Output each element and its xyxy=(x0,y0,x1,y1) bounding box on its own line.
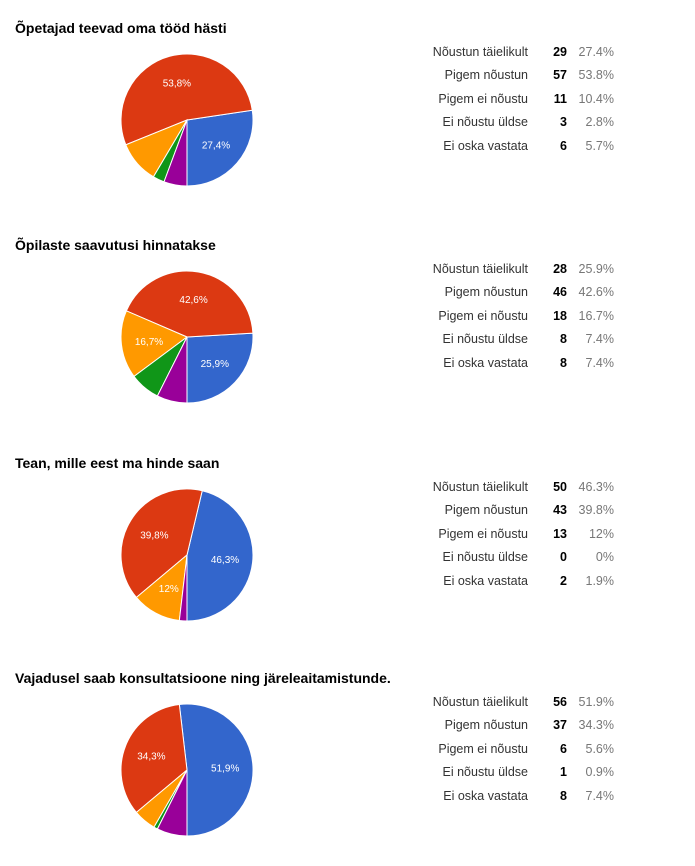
answer-count: 1 xyxy=(560,765,567,780)
slice-label: 46,3% xyxy=(210,554,240,566)
answer-count: 29 xyxy=(553,45,567,59)
slice-label: 53,8% xyxy=(162,78,192,90)
answer-count: 46 xyxy=(553,285,567,300)
answer-count: 56 xyxy=(553,695,567,709)
answer-count: 13 xyxy=(553,526,567,541)
legend-row xyxy=(390,789,630,812)
answer-label: Nõustun täielikult xyxy=(432,480,528,494)
answer-label: Pigem nõustun xyxy=(444,503,528,518)
legend-table xyxy=(390,695,630,812)
question-block xyxy=(0,217,695,433)
legend-row xyxy=(390,742,630,765)
pie-chart xyxy=(0,0,300,216)
answer-percent: 0% xyxy=(595,550,614,565)
slice-label: 39,8% xyxy=(140,530,169,542)
slice-label: 27,4% xyxy=(201,140,231,152)
answer-label: Pigem nõustun xyxy=(444,68,528,83)
legend-row xyxy=(390,527,630,550)
answer-label: Pigem ei nõustu xyxy=(438,308,528,323)
answer-count: 18 xyxy=(553,308,567,323)
answer-label: Ei nõustu üldse xyxy=(442,115,528,130)
legend-row xyxy=(390,68,630,91)
answer-percent: 7.4% xyxy=(585,355,614,370)
question-block xyxy=(0,0,695,216)
answer-percent: 12% xyxy=(588,526,614,541)
answer-count: 11 xyxy=(553,91,567,106)
answer-percent: 5.7% xyxy=(585,138,614,153)
slice-label: 16,7% xyxy=(134,336,164,348)
answer-percent: 27.4% xyxy=(578,45,614,59)
slice-label: 25,9% xyxy=(200,358,229,370)
slice-label: 51,9% xyxy=(211,763,240,775)
answer-percent: 10.4% xyxy=(578,91,614,106)
answer-count: 6 xyxy=(560,741,567,756)
answer-label: Pigem nõustun xyxy=(444,718,528,733)
legend-row xyxy=(390,574,630,597)
answer-label: Pigem ei nõustu xyxy=(438,526,528,541)
slice-label: 42,6% xyxy=(179,294,208,306)
legend-row xyxy=(390,262,630,285)
legend-row xyxy=(390,139,630,162)
answer-label: Pigem ei nõustu xyxy=(438,741,528,756)
legend-table xyxy=(390,480,630,597)
pie-chart xyxy=(0,217,300,433)
answer-count: 8 xyxy=(560,355,567,370)
answer-label: Ei nõustu üldse xyxy=(442,332,528,347)
answer-label: Nõustun täielikult xyxy=(432,45,528,59)
answer-count: 8 xyxy=(560,332,567,347)
answer-percent: 53.8% xyxy=(578,68,614,83)
legend-row xyxy=(390,765,630,788)
answer-percent: 51.9% xyxy=(578,695,614,709)
question-block xyxy=(0,650,695,866)
legend-row xyxy=(390,503,630,526)
legend-row xyxy=(390,356,630,379)
question-block xyxy=(0,435,695,651)
answer-percent: 5.6% xyxy=(585,741,614,756)
answer-count: 8 xyxy=(560,788,567,803)
answer-percent: 25.9% xyxy=(578,262,614,276)
legend-table xyxy=(390,45,630,162)
answer-percent: 34.3% xyxy=(578,718,614,733)
legend-row xyxy=(390,285,630,308)
answer-percent: 2.8% xyxy=(585,115,614,130)
answer-label: Pigem ei nõustu xyxy=(438,91,528,106)
answer-count: 50 xyxy=(553,480,567,494)
legend-row xyxy=(390,115,630,138)
answer-label: Ei oska vastata xyxy=(443,788,528,803)
answer-label: Nõustun täielikult xyxy=(432,262,528,276)
slice-label: 12% xyxy=(158,584,179,596)
answer-label: Ei nõustu üldse xyxy=(442,550,528,565)
answer-percent: 42.6% xyxy=(578,285,614,300)
legend-row xyxy=(390,45,630,68)
answer-count: 3 xyxy=(560,115,567,130)
answer-count: 43 xyxy=(553,503,567,518)
answer-percent: 7.4% xyxy=(585,788,614,803)
answer-label: Pigem nõustun xyxy=(444,285,528,300)
legend-row xyxy=(390,480,630,503)
legend-row xyxy=(390,550,630,573)
pie-chart xyxy=(0,435,300,651)
answer-count: 57 xyxy=(553,68,567,83)
answer-label: Nõustun täielikult xyxy=(432,695,528,709)
answer-count: 2 xyxy=(560,573,567,588)
answer-count: 28 xyxy=(553,262,567,276)
legend-row xyxy=(390,695,630,718)
slice-label: 34,3% xyxy=(137,751,166,763)
legend-row xyxy=(390,92,630,115)
question-title: Õpilaste saavutusi hinnatakse xyxy=(15,237,216,253)
answer-label: Ei oska vastata xyxy=(443,355,528,370)
answer-count: 37 xyxy=(553,718,567,733)
answer-label: Ei nõustu üldse xyxy=(442,765,528,780)
pie-chart xyxy=(0,650,300,866)
answer-percent: 1.9% xyxy=(585,573,614,588)
answer-percent: 39.8% xyxy=(578,503,614,518)
answer-label: Ei oska vastata xyxy=(443,138,528,153)
legend-table xyxy=(390,262,630,379)
answer-percent: 0.9% xyxy=(585,765,614,780)
answer-percent: 46.3% xyxy=(578,480,614,494)
answer-percent: 7.4% xyxy=(585,332,614,347)
question-title: Vajadusel saab konsultatsioone ning järeleaitamistunde. xyxy=(15,670,391,686)
question-title: Tean, mille eest ma hinde saan xyxy=(15,455,220,471)
answer-count: 0 xyxy=(560,550,567,565)
legend-row xyxy=(390,718,630,741)
question-title: Õpetajad teevad oma tööd hästi xyxy=(15,20,227,36)
answer-count: 6 xyxy=(560,138,567,153)
answer-percent: 16.7% xyxy=(578,308,614,323)
answer-label: Ei oska vastata xyxy=(443,573,528,588)
legend-row xyxy=(390,332,630,355)
legend-row xyxy=(390,309,630,332)
